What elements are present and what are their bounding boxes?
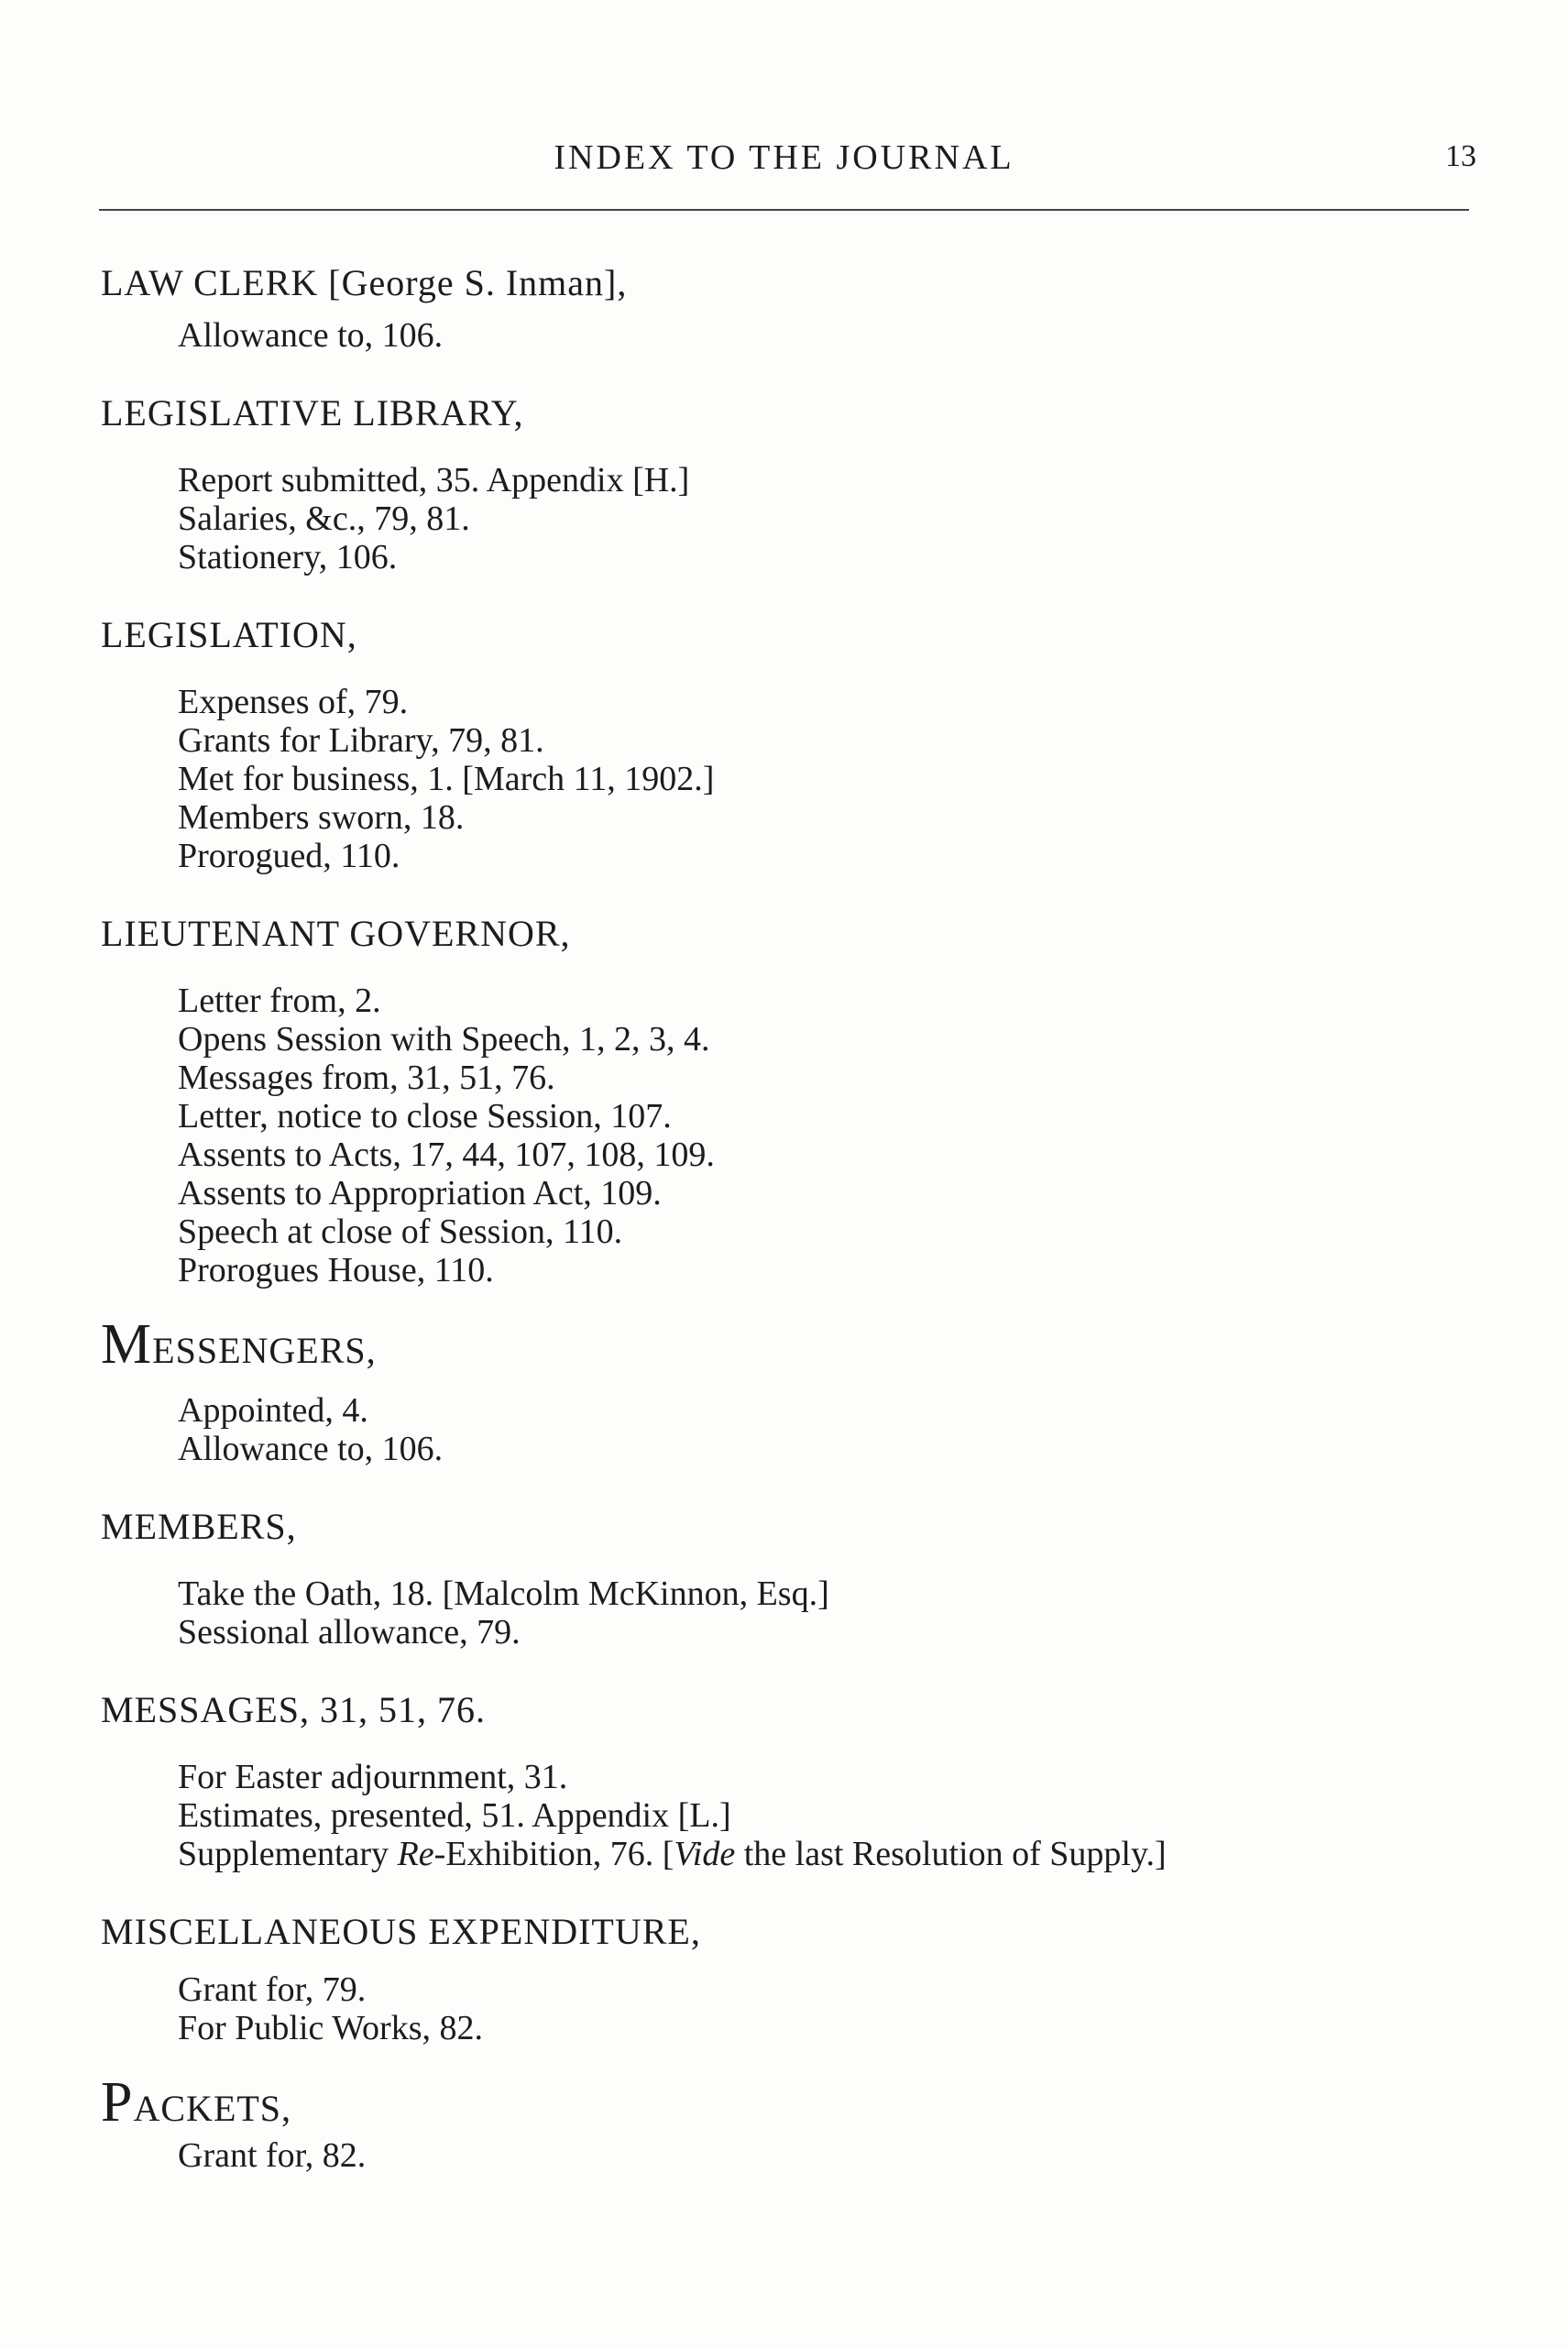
sub-entry: Expenses of, 79. <box>178 683 409 721</box>
index-entry <box>101 1505 1494 1651</box>
sub-entry: Allowance to, 106. <box>178 316 444 355</box>
entry-heading: LEGISLATION, <box>101 614 357 655</box>
page-number: 13 <box>1445 139 1476 173</box>
sub-entry: Grant for, 79. <box>178 1970 367 2009</box>
sub-entry: Grant for, 82. <box>178 2136 367 2175</box>
index-entry <box>101 391 1494 576</box>
drop-initial: P <box>101 2071 134 2134</box>
sub-entry: Stationery, 106. <box>178 538 398 576</box>
index-entry <box>101 1688 1494 1873</box>
index-entry <box>101 2071 1494 2175</box>
entry-heading: LIEUTENANT GOVERNOR, <box>101 913 571 954</box>
sub-entry: Report submitted, 35. Appendix [H.] <box>178 461 690 499</box>
sub-entry: For Easter adjournment, 31. <box>178 1758 568 1796</box>
sub-entry: Opens Session with Speech, 1, 2, 3, 4. <box>178 1020 710 1059</box>
header-rule <box>99 209 1469 211</box>
sub-entry: Estimates, presented, 51. Appendix [L.] <box>178 1796 731 1835</box>
sub-entry: Prorogued, 110. <box>178 837 400 875</box>
sub-entry: Sessional allowance, 79. <box>178 1613 521 1651</box>
heading-rest: ESSENGERS, <box>152 1330 377 1371</box>
page-header <box>0 137 1568 183</box>
entry-heading: MESSAGES, 31, 51, 76. <box>101 1689 486 1730</box>
sub-entry: Salaries, &c., 79, 81. <box>178 499 470 538</box>
sub-entry: Assents to Acts, 17, 44, 107, 108, 109. <box>178 1136 715 1174</box>
sub-entry: Take the Oath, 18. [Malcolm McKinnon, Esq.] <box>178 1574 829 1613</box>
entry-heading: MEMBERS, <box>101 1506 297 1547</box>
sub-entry: For Public Works, 82. <box>178 2009 483 2047</box>
sub-entry: Met for business, 1. [March 11, 1902.] <box>178 760 715 798</box>
index-entry <box>101 1313 1494 1468</box>
running-title: INDEX TO THE JOURNAL <box>554 138 1014 177</box>
entry-heading <box>101 1313 1494 1376</box>
sub-entry: Messages from, 31, 51, 76. <box>178 1059 555 1097</box>
index-entry <box>101 261 1494 355</box>
sub-entry: Appointed, 4. <box>178 1391 368 1430</box>
sub-entry: Members sworn, 18. <box>178 798 465 837</box>
index-entry <box>101 1910 1494 2047</box>
entry-heading: MISCELLANEOUS EXPENDITURE, <box>101 1911 701 1952</box>
sub-entry: Allowance to, 106. <box>178 1430 444 1468</box>
sub-entry: Prorogues House, 110. <box>178 1251 494 1289</box>
sub-entry: Assents to Appropriation Act, 109. <box>178 1174 662 1212</box>
entry-heading <box>101 2071 1494 2134</box>
index-entry <box>101 613 1494 875</box>
sub-entry: Letter from, 2. <box>178 982 381 1020</box>
sub-entry-supplementary: Supplementary Re-Exhibition, 76. [Vide the last Resolution of Supply.] <box>178 1835 1167 1873</box>
drop-initial: M <box>101 1313 153 1376</box>
entry-heading: LAW CLERK [George S. Inman], <box>101 262 628 303</box>
sub-entry: Speech at close of Session, 110. <box>178 1212 623 1251</box>
heading-rest: ACKETS, <box>133 2088 292 2129</box>
index-content <box>101 261 1494 2175</box>
sub-entry: Grants for Library, 79, 81. <box>178 721 544 760</box>
index-entry <box>101 912 1494 1289</box>
sub-entry: Letter, notice to close Session, 107. <box>178 1097 672 1136</box>
entry-heading: LEGISLATIVE LIBRARY, <box>101 392 524 433</box>
